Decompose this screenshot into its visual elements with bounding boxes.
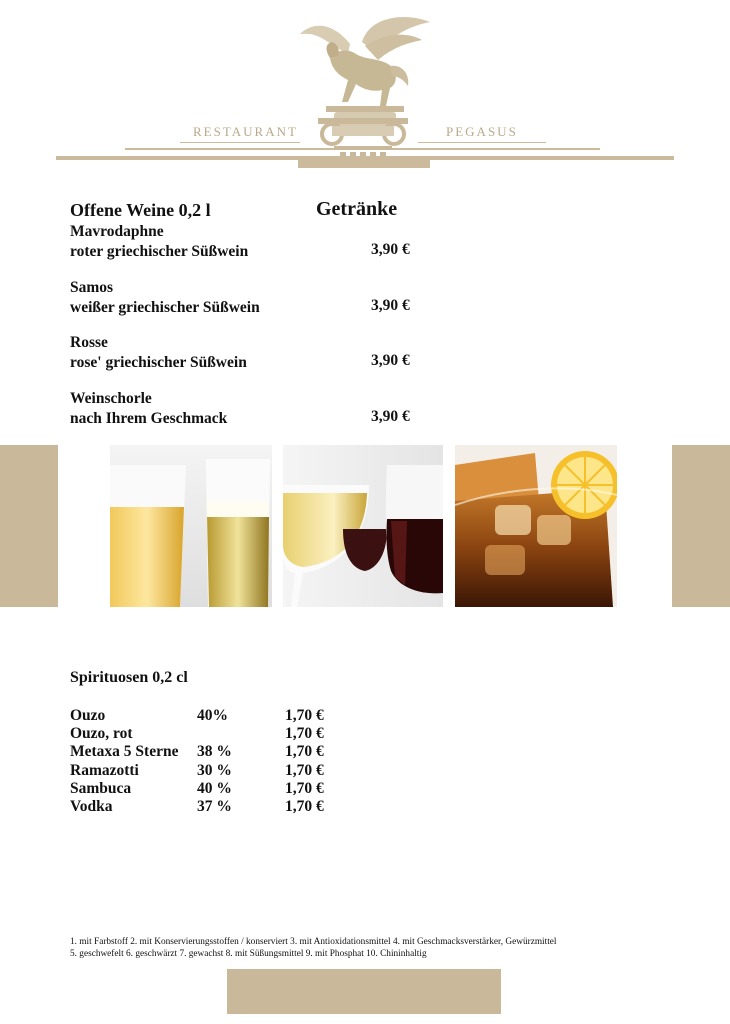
spirit-price: 1,70 € <box>285 762 324 779</box>
spirit-row <box>70 762 370 780</box>
spirit-name: Vodka <box>70 798 113 815</box>
wine-desc: nach Ihrem Geschmack <box>70 410 228 427</box>
wine-name: Mavrodaphne <box>70 223 164 240</box>
spirit-percent: 38 % <box>197 743 232 760</box>
spirit-row <box>70 798 370 816</box>
spirit-name: Ouzo, rot <box>70 725 133 742</box>
wine-price: 3,90 € <box>371 408 410 425</box>
spirit-row <box>70 780 370 798</box>
spirit-name: Sambuca <box>70 780 132 797</box>
wine-name: Rosse <box>70 334 108 351</box>
wines-heading: Offene Weine 0,2 l <box>70 200 211 220</box>
pegasus-logo <box>290 14 440 126</box>
wine-name: Weinschorle <box>70 390 152 407</box>
wine-item <box>70 278 420 322</box>
spirit-percent: 40 % <box>197 780 232 797</box>
bottom-bar <box>227 969 501 1014</box>
side-bar-left <box>0 445 58 607</box>
spirits-heading: Spirituosen 0,2 cl <box>70 669 188 686</box>
spirit-name: Ramazotti <box>70 762 139 779</box>
wine-desc: roter griechischer Süßwein <box>70 243 249 260</box>
spirit-percent: 40% <box>197 707 228 724</box>
header-restaurant-word: RESTAURANT <box>193 124 298 139</box>
header-rule-left-short <box>180 142 300 143</box>
wine-item <box>70 389 420 433</box>
footnote-line-2: 5. geschwefelt 6. geschwärzt 7. gewachst 8. mit Süßungsmittel 9. mit Phosphat 10. Chininhaltig <box>70 949 427 959</box>
cola-glasses-photo <box>455 445 617 607</box>
wine-name: Samos <box>70 279 114 296</box>
header-base-bar <box>298 160 430 168</box>
spirit-price: 1,70 € <box>285 725 324 742</box>
wine-item <box>70 222 420 266</box>
wine-price: 3,90 € <box>371 241 410 258</box>
side-bar-right <box>672 445 730 607</box>
spirit-price: 1,70 € <box>285 798 324 815</box>
wine-desc: weißer griechischer Süßwein <box>70 299 260 316</box>
wine-desc: rose' griechischer Süßwein <box>70 354 247 371</box>
header-pegasus-word: PEGASUS <box>446 124 518 139</box>
beer-glasses-photo <box>110 445 272 607</box>
spirit-price: 1,70 € <box>285 743 324 760</box>
spirit-name: Metaxa 5 Sterne <box>70 743 179 760</box>
spirit-row <box>70 707 370 725</box>
footnote-line-1: 1. mit Farbstoff 2. mit Konservierungsstoffen / konserviert 3. mit Antioxidationsmittel 4. mit Geschmacksverstärker, Gewürzmittel <box>70 937 557 947</box>
section-title: Getränke <box>316 198 398 220</box>
wine-price: 3,90 € <box>371 352 410 369</box>
spirit-row <box>70 743 370 761</box>
spirit-price: 1,70 € <box>285 707 324 724</box>
wine-price: 3,90 € <box>371 297 410 314</box>
spirit-percent: 30 % <box>197 762 232 779</box>
header-rule-right-short <box>418 142 546 143</box>
spirit-percent: 37 % <box>197 798 232 815</box>
spirit-name: Ouzo <box>70 707 106 724</box>
spirit-price: 1,70 € <box>285 780 324 797</box>
wine-item <box>70 333 420 377</box>
wine-glasses-photo <box>283 445 443 607</box>
spirit-row <box>70 725 370 743</box>
